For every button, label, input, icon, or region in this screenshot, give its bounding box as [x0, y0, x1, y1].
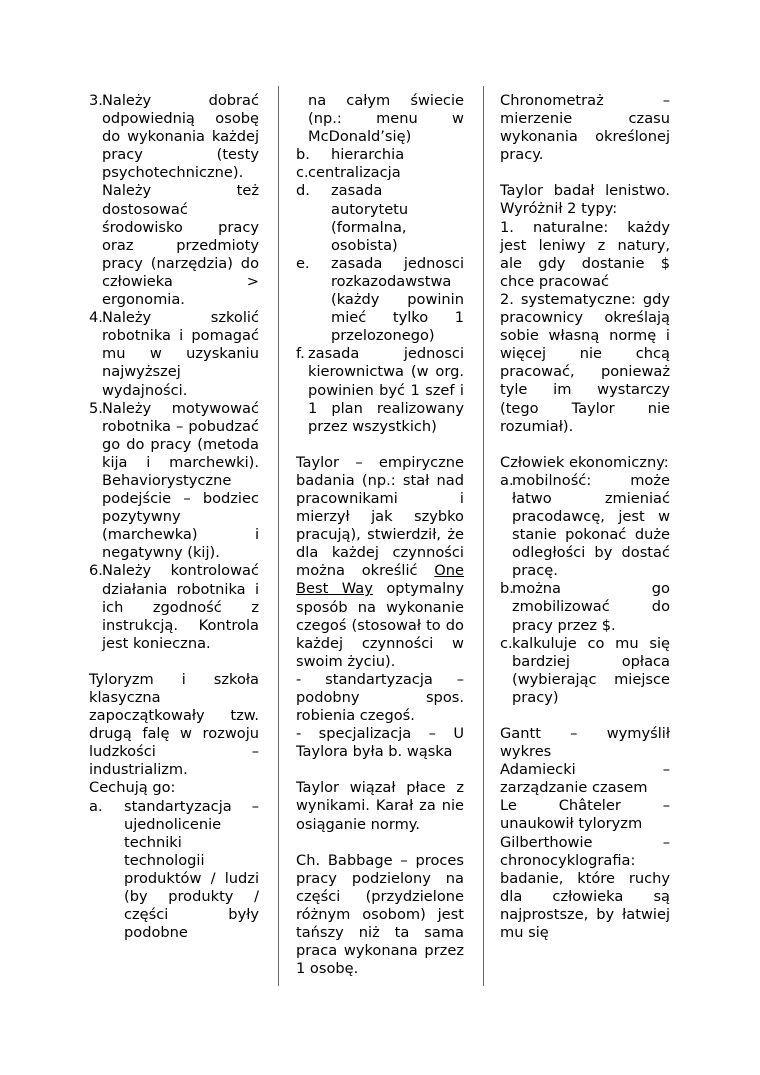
tyloryzm-paragraph: Tyloryzm i szkoła klasyczna zapoczątkowały tzw. drugą falę w rozwoju ludzkości – industrializm.	[89, 670, 259, 779]
adamiecki-line: Adamiecki – zarządzanie czasem	[500, 761, 670, 797]
list-item: b. hierarchia	[296, 146, 405, 164]
list-item: d. zasada autorytetu (formalna, osobista)	[296, 182, 409, 254]
list-item: a. standartyzacja – ujednolicenie techniki technologii produktów / ludzi (by produkty / części były podobne	[89, 797, 259, 942]
chateler-line: Le Châteler – unaukowił tyloryzm	[500, 797, 670, 833]
list-item: b. można go zmobilizować do pracy przez $.	[500, 580, 670, 634]
cechuja-label: Cechują go:	[89, 779, 176, 797]
one-best-way: One Best Way	[296, 562, 464, 598]
column-divider-1	[278, 86, 279, 986]
specjalizacja-line: - specjalizacja – U Taylora była b. wąska	[296, 725, 464, 761]
chronometraz-paragraph: Chronometraż – mierzenie czasu wykonania określonej pracy.	[500, 92, 670, 164]
column-divider-2	[483, 86, 484, 986]
czlowiek-heading: Człowiek ekonomiczny:	[500, 453, 669, 471]
placa-paragraph: Taylor wiązał płace z wynikami. Karał za nie osiąganie normy.	[296, 779, 464, 833]
list-item: c. kalkuluje co mu się bardziej opłaca (wybierając miejsce pracy)	[500, 634, 670, 706]
column-3	[500, 92, 670, 942]
column-2	[296, 92, 464, 978]
gilberthowie-line: Gilberthowie – chronocyklografia: badanie, które ruchy dla człowieka są najprostsze, by łatwiej mu się	[500, 833, 670, 942]
list-item: f. zasada jednosci kierownictwa (w org. powinien być 1 szef i 1 plan realizowany przez wszystkich)	[296, 345, 464, 435]
babbage-paragraph: Ch. Babbage – proces pracy podzielony na części (przydzielone różnym osobom) jest tańszy niż ta sama praca wykonana przez 1 osobę.	[296, 851, 464, 978]
lenistwo-paragraph: Taylor badał lenistwo. Wyróżnił 2 typy:	[500, 182, 670, 218]
gantt-line: Gantt – wymyślił wykres	[500, 725, 670, 761]
list-item: 4. Należy szkolić robotnika i pomagać mu w uzyskaniu najwyższej wydajności.	[89, 309, 259, 399]
lenistwo-naturalne: 1. naturalne: każdy jest leniwy z natury, ale gdy dostanie $ chce pracować	[500, 218, 670, 290]
standartyzacja-line: - standartyzacja – podobny spos. robienia czegoś.	[296, 670, 464, 725]
list-item: e. zasada jednosci rozkazodawstwa (każdy powinin mieć tylko 1 przelozonego)	[296, 254, 464, 345]
taylor-paragraph: Taylor – empiryczne badania (np.: stał nad pracownikami i mierzył jak szybko pracują), stwierdził, że dla każdej czynności można określić One Best Way optymalny sposób na wykonanie czegoś (stosował to do każdej czynności w swoim życiu).	[296, 453, 465, 670]
column-1	[89, 92, 259, 942]
list-item: 5. Należy motywować robotnika – pobudzać go do pracy (metoda kija i marchewki). Behaviorystyczne podejście – bodziec pozytywny (marchewka) i negatywny (kij).	[89, 399, 259, 562]
list-item: 3. Należy dobrać odpowiednią osobę do wykonania każdej pracy (testy psychotechniczne). Należy też dostosować środowisko pracy oraz przedmioty pracy (narzędzia) do człowieka > ergonomia.	[89, 92, 259, 309]
list-item: a. mobilność: może łatwo zmieniać pracodawcę, jest w stanie pokonać duże odległości by dostać pracę.	[500, 471, 670, 580]
list-item: 6. Należy kontrolować działania robotnika i ich zgodność z instrukcją. Kontrola jest konieczna.	[89, 562, 259, 652]
list-item: c. centralizacja	[296, 164, 401, 182]
lenistwo-systematyczne: 2. systematyczne: gdy pracownicy określają sobie własną normę i więcej nie chcą pracować, ponieważ tyle im wystarczy (tego Taylor nie rozumiał).	[500, 290, 670, 435]
continued-text: na całym świecie (np.: menu w McDonald’się)	[308, 92, 464, 146]
